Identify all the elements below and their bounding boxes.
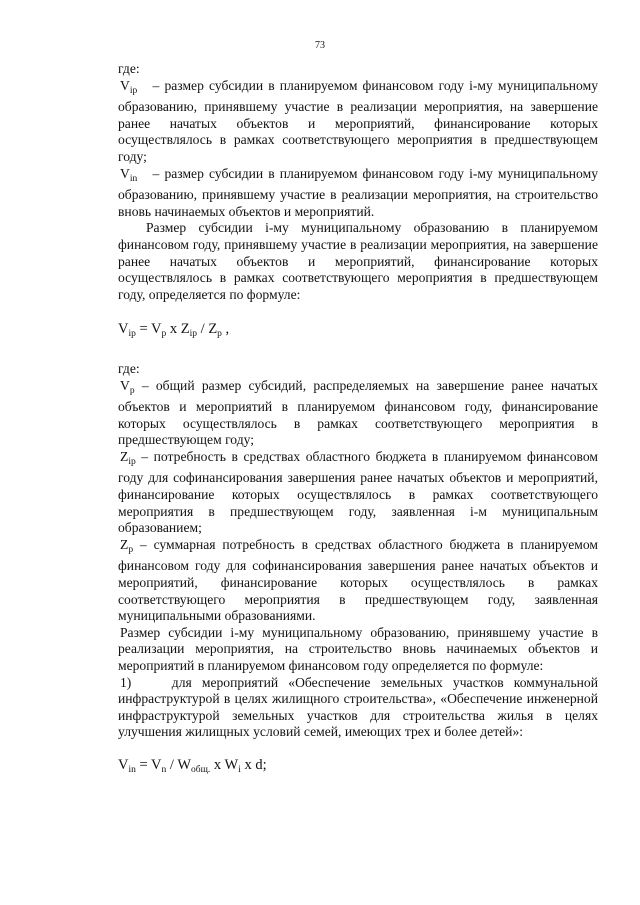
definition-zip-text: – потребность в средствах областного бюджета в планируемом финансовом году для софинансирования завершения ранее начатых объектов и мероприятий, финансирование которых осуществлялось в рамках соответствующего мероприятия в предшествующем году, заявленная i-м муниципальным образованием; bbox=[118, 448, 598, 536]
definition-zp-text: – суммарная потребность в средствах областного бюджета в планируемом финансовом году для софинансирования завершения ранее начатых объектов и мероприятий, финансирование которых осуществлялось в рамках соответствующего мероприятия в предшествующем году, заявленная муниципальными образованиями. bbox=[118, 536, 598, 624]
symbol-zp: $Z_p$ bbox=[120, 536, 134, 555]
definition-vip-text: – размер субсидии в планируемом финансовом году i-му муниципальному образованию, принявшему участие в реализации мероприятия, на завершение ранее начатых объектов и мероприятий, финансирование которых осуществлялось в рамках соответствующего мероприятия в предшествующем году; bbox=[118, 77, 598, 164]
where-label-1: где: bbox=[118, 61, 140, 76]
page-number: 73 bbox=[315, 40, 325, 51]
symbol-vp: $V_p$ bbox=[120, 377, 135, 396]
definition-vp-text: – общий размер субсидий, распределяемых на завершение ранее начатых объектов и мероприятий в планируемом финансовом году, финансирование которых осуществлялось в рамках соответствующего мероприятия в предшествующем году; bbox=[118, 377, 598, 448]
definition-vip bbox=[118, 78, 598, 166]
definition-vp bbox=[118, 378, 598, 449]
formula-vip: $V_{ip} = V_p$ x $Z_{ip} / Z_p$ , bbox=[118, 321, 230, 340]
list-item-1 bbox=[118, 675, 598, 741]
definition-zip bbox=[118, 449, 598, 537]
definition-zp bbox=[118, 537, 598, 625]
symbol-vin: $V_{in}$ bbox=[120, 165, 138, 184]
formula-vin: $V_{in} = V_n / W_{общ.}$ x $W_i$ x d; bbox=[118, 756, 267, 775]
paragraph-vin-intro: Размер субсидии i-му муниципальному образованию, принявшему участие в реализации мероприятия, на строительство вновь начинаемых объектов и мероприятий в планируемом финансовом году определяется по формуле: bbox=[118, 624, 598, 673]
paragraph-vip-formula-intro: Размер субсидии i-му муниципальному образованию в планируемом финансовом году, принявшему участие в реализации мероприятия, на завершение ранее начатых объектов и мероприятий, финансирование которых осуществлялось в рамках соответствующего мероприятия в предшествующем году, определяется по формуле: bbox=[118, 220, 598, 302]
list-item-1-number: 1) bbox=[120, 674, 132, 690]
symbol-vip: $V_{ip}$ bbox=[120, 77, 138, 96]
definition-vin-text: – размер субсидии в планируемом финансовом году i-му муниципальному образованию, принявшему участие в реализации мероприятия, на строительство вновь начинаемых объектов и мероприятий. bbox=[118, 165, 598, 219]
list-item-1-text: для мероприятий «Обеспечение земельных участков коммунальной инфраструктурой в целях жилищного строительства», «Обеспечение инженерной инфраструктурой земельных участков для строительства жилья в целях улучшения жилищных условий семей, имеющих трех и более детей»: bbox=[118, 674, 599, 740]
symbol-zip: $Z_{ip}$ bbox=[120, 448, 136, 467]
definition-vin bbox=[118, 166, 598, 221]
document-body bbox=[118, 61, 598, 779]
where-label-2: где: bbox=[118, 360, 140, 376]
